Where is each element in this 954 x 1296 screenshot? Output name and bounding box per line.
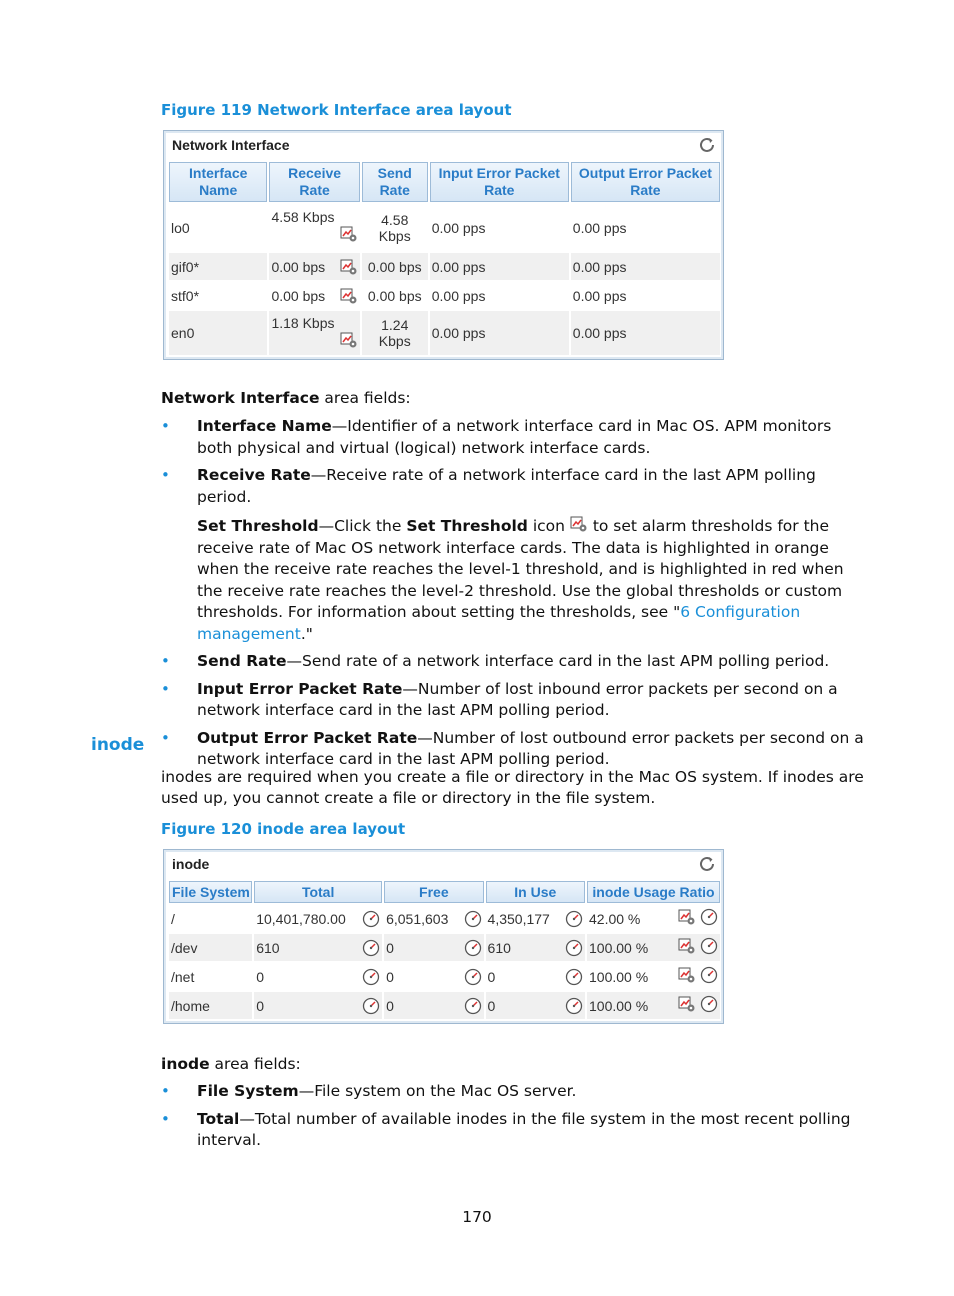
table-row [169,905,720,932]
gauge-icon[interactable] [464,910,482,928]
file-system-cell: / [171,910,175,927]
col-header-inode-usage-ratio[interactable]: inode Usage Ratio [587,881,720,903]
table-row [169,253,720,280]
interface-name-cell: stf0* [171,287,200,304]
gauge-icon[interactable] [565,939,583,957]
output-error-rate-cell: 0.00 pps [572,287,627,304]
in-use-value: 0 [487,997,496,1014]
total-value: 10,401,780.00 [256,910,346,927]
in-use-value: 4,350,177 [487,910,550,927]
inode-title: inode [172,856,210,872]
gauge-icon[interactable] [464,939,482,957]
col-header-file-system[interactable]: File System [169,881,252,903]
figure-119-caption: Figure 119 Network Interface area layout [161,101,512,119]
free-value: 0 [386,997,394,1014]
network-interface-title: Network Interface [172,137,290,153]
figure-120-caption: Figure 120 inode area layout [161,820,406,838]
set-threshold-icon[interactable] [678,937,696,955]
set-threshold-icon[interactable] [340,287,358,305]
total-value: 0 [256,997,265,1014]
file-system-cell: /home [169,992,252,1019]
set-threshold-icon[interactable] [678,908,696,926]
total-value: 0 [256,968,265,985]
table-row [169,311,720,355]
free-value: 0 [386,968,394,985]
usage-ratio-value: 100.00 % [589,968,649,985]
table-row [169,204,720,251]
list-item: • Total—Total number of available inodes in the file system in the most recent polling interval. [161,1109,866,1152]
refresh-icon[interactable] [697,854,717,874]
interface-name-cell: gif0* [169,253,267,280]
configuration-management-link[interactable]: 6 Configuration management [197,603,801,643]
set-threshold-icon[interactable] [678,995,696,1013]
usage-ratio-value: 100.00 % [589,939,649,956]
usage-ratio-value: 42.00 % [589,910,641,927]
gauge-icon[interactable] [464,997,482,1015]
set-threshold-icon[interactable] [340,258,358,276]
send-rate-value: 0.00 bps [367,258,422,275]
col-header-output-error-packet-rate[interactable]: Output Error Packet Rate [571,162,720,202]
table-row [169,934,720,961]
network-interface-panel [163,130,724,360]
interface-name-cell: en0 [169,311,267,355]
free-value: 0 [386,939,394,956]
file-system-cell: /dev [169,934,252,961]
send-rate-unit: Kbps [378,227,411,244]
col-header-free[interactable]: Free [384,881,483,903]
set-threshold-icon[interactable] [678,966,696,984]
gauge-icon[interactable] [700,908,718,926]
list-item: • Output Error Packet Rate—Number of lost outbound error packets per second on a network interface card in the last APM polling period. [161,728,866,771]
receive-rate-value: 0.00 bps [271,258,326,275]
set-threshold-icon[interactable] [340,225,358,243]
list-item: • Send Rate—Send rate of a network interface card in the last APM polling period. [161,651,866,673]
inode-panel [163,849,724,1024]
netif-fields-intro: Network Interface area fields: [161,389,411,407]
gauge-icon[interactable] [362,997,380,1015]
receive-rate-value: 4.58 Kbps [271,209,335,225]
inode-section-heading: inode [91,735,145,755]
send-rate-value: 4.58 [381,211,409,228]
gauge-icon[interactable] [700,966,718,984]
set-threshold-paragraph: Set Threshold—Click the Set Threshold icon to set alarm thresholds for the receive rate of Mac OS network interface cards. The data is highlighted in orange when the receive rate reaches the level-1 threshold, and is highlighted in red when the receive rate reaches the level-2 threshold. Use the global thresholds or custom thresholds. For information about setting the thresholds, see "6 Configuration management." [197,517,844,643]
netif-fields-list [161,416,866,777]
col-header-input-error-packet-rate[interactable]: Input Error Packet Rate [430,162,569,202]
output-error-rate-cell: 0.00 pps [571,311,720,355]
table-row [169,992,720,1019]
gauge-icon[interactable] [700,995,718,1013]
list-item: • Receive Rate—Receive rate of a network interface card in the last APM polling period. Set Threshold—Click the Set Threshold icon to set alarm thresholds for the receive rate of Mac OS network interface cards. The data is highlighted in orange when the receive rate reaches the level-1 threshold, and is highlighted in red when the receive rate reaches the level-2 threshold. Use the global thresholds or custom thresholds. For information about setting the thresholds, see "6 Configuration management." [161,465,866,645]
col-header-in-use[interactable]: In Use [486,881,585,903]
input-error-rate-cell: 0.00 pps [431,287,486,304]
gauge-icon[interactable] [565,997,583,1015]
inode-fields-intro: inode area fields: [161,1055,301,1073]
table-row [169,282,720,309]
input-error-rate-cell: 0.00 pps [430,253,569,280]
list-item: • File System—File system on the Mac OS server. [161,1081,866,1103]
in-use-value: 0 [487,968,496,985]
table-row [169,963,720,990]
output-error-rate-cell: 0.00 pps [572,219,627,236]
send-rate-unit: Kbps [378,333,411,349]
total-value: 610 [256,939,280,956]
set-threshold-icon [570,515,588,533]
refresh-icon[interactable] [697,135,717,155]
send-rate-value: 0.00 bps [367,287,422,304]
file-system-cell: /net [171,968,195,985]
receive-rate-value: 1.18 Kbps [271,314,335,331]
output-error-rate-cell: 0.00 pps [571,253,720,280]
gauge-icon[interactable] [362,910,380,928]
interface-name-cell: lo0 [171,219,190,236]
col-header-interface-name[interactable]: Interface Name [169,162,267,202]
free-value: 6,051,603 [386,910,449,927]
list-item: • Interface Name—Identifier of a network interface card in Mac OS. APM monitors both physical and virtual (logical) network interface cards. [161,416,866,459]
list-item: • Input Error Packet Rate—Number of lost inbound error packets per second on a network interface card in the last APM polling period. [161,679,866,722]
gauge-icon[interactable] [362,968,380,986]
gauge-icon[interactable] [565,968,583,986]
set-threshold-icon[interactable] [340,331,358,349]
inode-table [167,879,722,1021]
network-interface-table [167,160,722,357]
col-header-send-rate[interactable]: Send Rate [362,162,428,202]
in-use-value: 610 [487,939,511,956]
inode-section-paragraph: inodes are required when you create a file or directory in the Mac OS system. If inodes are used up, you cannot create a file or directory in the file system. [161,768,864,807]
send-rate-value: 1.24 [381,317,409,333]
gauge-icon[interactable] [565,910,583,928]
input-error-rate-cell: 0.00 pps [431,219,486,236]
input-error-rate-cell: 0.00 pps [430,311,569,355]
inode-fields-list [161,1081,866,1158]
gauge-icon[interactable] [464,968,482,986]
gauge-icon[interactable] [362,939,380,957]
page-number: 170 [462,1208,492,1226]
col-header-total[interactable]: Total [254,881,382,903]
col-header-receive-rate[interactable]: Receive Rate [269,162,359,202]
gauge-icon[interactable] [700,937,718,955]
usage-ratio-value: 100.00 % [589,997,649,1014]
receive-rate-value: 0.00 bps [271,287,326,304]
